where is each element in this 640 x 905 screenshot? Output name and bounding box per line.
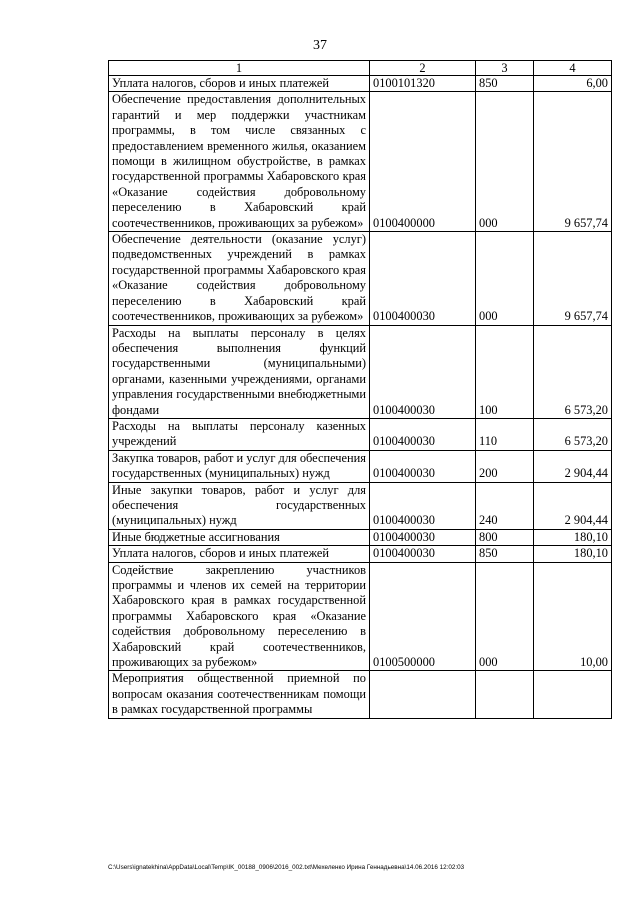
row-kind — [476, 671, 534, 718]
row-code: 0100400030 — [370, 546, 476, 562]
row-kind: 800 — [476, 529, 534, 545]
row-kind: 000 — [476, 232, 534, 325]
row-code: 0100101320 — [370, 76, 476, 92]
table-row — [109, 92, 612, 232]
row-kind: 200 — [476, 450, 534, 482]
file-path-footer: C:\Users\ignatekhina\AppData\Local\Temp\IK_00188_0906\2016_002.txt\Мехеленко Ирина Геннадьевна\14.06.2016 12:02:03 — [108, 864, 465, 871]
column-header: 4 — [534, 61, 612, 76]
row-amount: 9 657,74 — [534, 92, 612, 232]
table-row — [109, 482, 612, 529]
budget-table — [108, 60, 612, 719]
row-code: 0100400030 — [370, 418, 476, 450]
row-amount: 6,00 — [534, 76, 612, 92]
table-row — [109, 671, 612, 718]
row-code: 0100400030 — [370, 529, 476, 545]
row-name: Закупка товаров, работ и услуг для обеспечения государственных (муниципальных) нужд — [109, 450, 370, 482]
row-amount: 6 573,20 — [534, 325, 612, 418]
row-kind: 000 — [476, 562, 534, 671]
row-kind: 000 — [476, 92, 534, 232]
row-code: 0100400030 — [370, 325, 476, 418]
row-amount: 9 657,74 — [534, 232, 612, 325]
row-kind: 110 — [476, 418, 534, 450]
row-code: 0100400000 — [370, 92, 476, 232]
table-row — [109, 418, 612, 450]
table-row — [109, 325, 612, 418]
table-row — [109, 232, 612, 325]
row-code: 0100500000 — [370, 562, 476, 671]
table-row — [109, 450, 612, 482]
row-code — [370, 671, 476, 718]
table-header-row — [109, 61, 612, 76]
row-name: Содействие закреплению участников программы и членов их семей на территории Хабаровского края в рамках государственной программы Хабаровского края «Оказание содействия добровольному переселению в Хабаровский край соотечественников, проживающих за рубежом» — [109, 562, 370, 671]
row-kind: 100 — [476, 325, 534, 418]
row-kind: 850 — [476, 76, 534, 92]
row-code: 0100400030 — [370, 450, 476, 482]
row-amount: 10,00 — [534, 562, 612, 671]
table-row — [109, 76, 612, 92]
row-amount: 180,10 — [534, 529, 612, 545]
row-name: Мероприятия общественной приемной по вопросам оказания соотечественникам помощи в рамках государственной программы — [109, 671, 370, 718]
page-number: 37 — [313, 38, 327, 53]
row-amount — [534, 671, 612, 718]
row-name: Иные закупки товаров, работ и услуг для обеспечения государственных (муниципальных) нужд — [109, 482, 370, 529]
table-row — [109, 562, 612, 671]
table-row — [109, 529, 612, 545]
column-header: 1 — [109, 61, 370, 76]
row-name: Расходы на выплаты персоналу казенных учреждений — [109, 418, 370, 450]
row-name: Уплата налогов, сборов и иных платежей — [109, 546, 370, 562]
row-name: Уплата налогов, сборов и иных платежей — [109, 76, 370, 92]
row-name: Обеспечение предоставления дополнительных гарантий и мер поддержки участникам программы, в том числе связанных с предоставлением временного жилья, оказанием помощи в жилищном обустройстве, в рамках государственной программы Хабаровского края «Оказание содействия добровольному переселению в Хабаровский край соотечественников, проживающих за рубежом» — [109, 92, 370, 232]
row-name: Обеспечение деятельности (оказание услуг) подведомственных учреждений в рамках государственной программы Хабаровского края «Оказание содействия добровольному переселению в Хабаровский край соотечественников, проживающих за рубежом» — [109, 232, 370, 325]
row-amount: 6 573,20 — [534, 418, 612, 450]
table-row — [109, 546, 612, 562]
row-name: Расходы на выплаты персоналу в целях обеспечения выполнения функций государственными (муниципальными) органами, казенными учреждениями, органами управления государственными внебюджетными фондами — [109, 325, 370, 418]
column-header: 3 — [476, 61, 534, 76]
row-amount: 2 904,44 — [534, 450, 612, 482]
row-amount: 180,10 — [534, 546, 612, 562]
row-kind: 240 — [476, 482, 534, 529]
row-amount: 2 904,44 — [534, 482, 612, 529]
row-code: 0100400030 — [370, 232, 476, 325]
column-header: 2 — [370, 61, 476, 76]
row-code: 0100400030 — [370, 482, 476, 529]
row-name: Иные бюджетные ассигнования — [109, 529, 370, 545]
row-kind: 850 — [476, 546, 534, 562]
